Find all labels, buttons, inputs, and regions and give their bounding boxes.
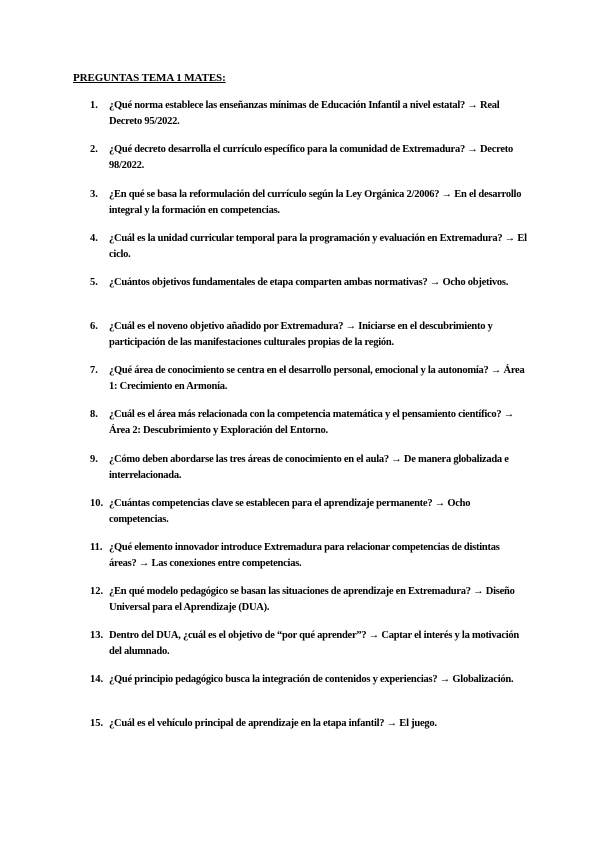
question-number: 3. (90, 189, 98, 200)
question-number: 12. (90, 586, 104, 597)
question-number: 10. (90, 498, 104, 509)
question-text: ¿En qué modelo pedagógico se basan las situaciones de aprendizaje en Extremadura? → Diseño Universal para el Aprendizaje (DUA). (109, 586, 515, 613)
question-number: 11. (90, 542, 103, 553)
question-text: ¿Qué principio pedagógico busca la integración de contenidos y experiencias? → Globalización. (109, 674, 514, 685)
page-title: PREGUNTAS TEMA 1 MATES: (73, 72, 226, 84)
question-number: 5. (90, 277, 98, 288)
question-text: ¿Qué norma establece las enseñanzas mínimas de Educación Infantil a nivel estatal? → Real Decreto 95/2022. (109, 100, 500, 127)
question-text: ¿Cómo deben abordarse las tres áreas de conocimiento en el aula? → De manera globalizada e interrelacionada. (109, 454, 509, 481)
question-number: 6. (90, 321, 98, 332)
question-number: 4. (90, 233, 98, 244)
question-text: ¿En qué se basa la reformulación del currículo según la Ley Orgánica 2/2006? → En el desarrollo integral y la formación en competencias. (109, 189, 522, 216)
question-text: ¿Qué área de conocimiento se centra en el desarrollo personal, emocional y la autonomía? → Área 1: Crecimiento en Armonía. (109, 365, 525, 392)
question-number: 2. (90, 144, 98, 155)
question-text: ¿Cuál es la unidad curricular temporal para la programación y evaluación en Extremadura? → El ciclo. (109, 233, 527, 260)
question-number: 8. (90, 409, 98, 420)
question-number: 13. (90, 630, 104, 641)
question-text: ¿Qué elemento innovador introduce Extremadura para relacionar competencias de distintas áreas? → Las conexiones entre competencias. (109, 542, 500, 569)
question-text: ¿Cuál es el vehículo principal de aprendizaje en la etapa infantil? → El juego. (109, 718, 437, 729)
question-text: ¿Qué decreto desarrolla el currículo específico para la comunidad de Extremadura? → Decreto 98/2022. (109, 144, 513, 171)
question-number: 7. (90, 365, 98, 376)
question-text: ¿Cuántas competencias clave se establecen para el aprendizaje permanente? → Ocho competencias. (109, 498, 471, 525)
question-text: ¿Cuál es el área más relacionada con la competencia matemática y el pensamiento científico? → Área 2: Descubrimiento y Exploración del Entorno. (109, 409, 515, 436)
question-number: 1. (90, 100, 98, 111)
question-number: 9. (90, 454, 98, 465)
question-text: ¿Cuál es el noveno objetivo añadido por Extremadura? → Iniciarse en el descubrimiento y participación de las manifestaciones culturales propias de la región. (109, 321, 493, 348)
question-text: Dentro del DUA, ¿cuál es el objetivo de “por qué aprender”? → Captar el interés y la motivación del alumnado. (109, 630, 520, 657)
question-number: 15. (90, 718, 104, 729)
question-text: ¿Cuántos objetivos fundamentales de etapa comparten ambas normativas? → Ocho objetivos. (109, 277, 509, 288)
question-number: 14. (90, 674, 104, 685)
